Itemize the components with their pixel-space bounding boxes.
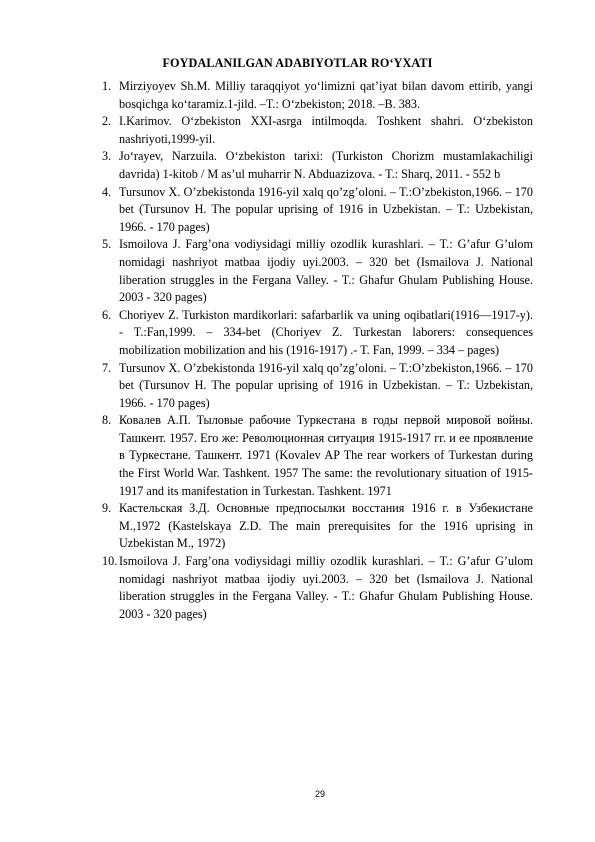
reference-item (102, 553, 533, 623)
reference-text: I.Karimov. O‘zbekiston XXI-asrga intilmoqda. Toshkent shahri. O‘zbekiston nashriyoti,1999-yil. (119, 114, 533, 146)
reference-text: Jo‘rayev, Narzuila. O‘zbekiston tarixi: (Turkiston Chorizm mustamlakachiligi davrida) 1-kitob / M as’ul muharrir N. Abduazizova. - T.: Sharq, 2011. - 552 b (119, 149, 533, 181)
reference-number: 10. (102, 554, 118, 569)
reference-number: 1. (102, 79, 112, 93)
reference-number: 6. (102, 307, 112, 322)
reference-text: Ismoilova J. Farg’ona vodiysidagi milliy ozodlik kurashlari. – T.: G’afur G’ulom nomidagi nashriyot matbaa ijodiy uyi.2003. – 320 bet (Ismailova J. National liberation struggles in the Fergana Valley. - T.: Ghafur Ghulam Publishing House. 2003 - 320 pages) (119, 554, 533, 621)
reference-text: Tursunov X. O’zbekistonda 1916-yil xalq qo’zg’oloni. – T.:O’zbekiston,1966. – 170 bet (Tursunov H. The popular uprising of 1916 in Uzbekistan. – T.: Uzbekistan, 1966. - 170 pages) (119, 360, 533, 410)
reference-item (102, 307, 533, 360)
reference-text: Кастельская З.Д. Основные предпосылки восстания 1916 г. в Узбекистане М.,1972 (Kastelskaya Z.D. The main prerequisites for the 1916 uprising in Uzbekistan M., 1972) (119, 501, 533, 551)
reference-item (102, 360, 533, 413)
reference-number: 5. (102, 237, 112, 252)
page-number: 29 (314, 789, 325, 799)
reference-item (102, 184, 533, 237)
reference-item (102, 236, 533, 306)
reference-text: Ismoilova J. Farg’ona vodiysidagi milliy ozodlik kurashlari. – T.: G’afur G’ulom nomidagi nashriyot matbaa ijodiy uyi.2003. – 320 bet (Ismailova J. National liberation struggles in the Fergana Valley. - T.: Ghafur Ghulam Publishing House. 2003 - 320 pages) (119, 237, 533, 305)
reference-list (102, 78, 533, 623)
reference-item (102, 148, 533, 183)
reference-item (102, 78, 533, 113)
reference-number: 7. (102, 360, 112, 375)
page-title: FOYDALANILGAN ADABIYOTLAR RO‘YXATI (162, 56, 433, 70)
reference-item (102, 113, 533, 148)
reference-item (102, 500, 533, 553)
reference-item (102, 412, 533, 500)
reference-text: Ковалев А.П. Тыловые рабочие Туркестана в годы первой мировой войны. Ташкент. 1957. Его же: Революционная ситуация 1915-1917 гг. и ее проявление в Туркестане. Ташкент. 1971 (Kovalev AP The rear workers of Turkestan during the First World War. Tashkent. 1957 The same: the revolutionary situation of 1915-1917 and its manifestation in Turkestan. Tashkent. 1971 (119, 413, 533, 498)
reference-number: 9. (102, 501, 112, 516)
reference-number: 8. (102, 413, 112, 428)
reference-text: Choriyev Z. Turkiston mardikorlari: safarbarlik va uning oqibatlari(1916—1917-y). - T.:Fan,1999. – 334-bet (Choriyev Z. Turkestan laborers: consequences mobilization mobilization and his (1916-1917) .- T. Fan, 1999. – 334 – pages) (119, 307, 533, 357)
reference-number: 4. (102, 184, 112, 199)
reference-text: Tursunov X. O’zbekistonda 1916-yil xalq qo’zg’oloni. – T.:O’zbekiston,1966. – 170 bet (Tursunov H. The popular uprising of 1916 in Uzbekistan. – T.: Uzbekistan, 1966. - 170 pages) (119, 184, 533, 234)
reference-text: Mirziyoyev Sh.M. Milliy taraqqiyot yo‘limizni qat’iyat bilan davom ettirib, yangi bosqichga ko‘taramiz.1-jild. –T.: O‘zbekiston; 2018. –B. 383. (119, 79, 533, 111)
reference-number: 3. (102, 149, 112, 164)
reference-number: 2. (102, 114, 112, 129)
